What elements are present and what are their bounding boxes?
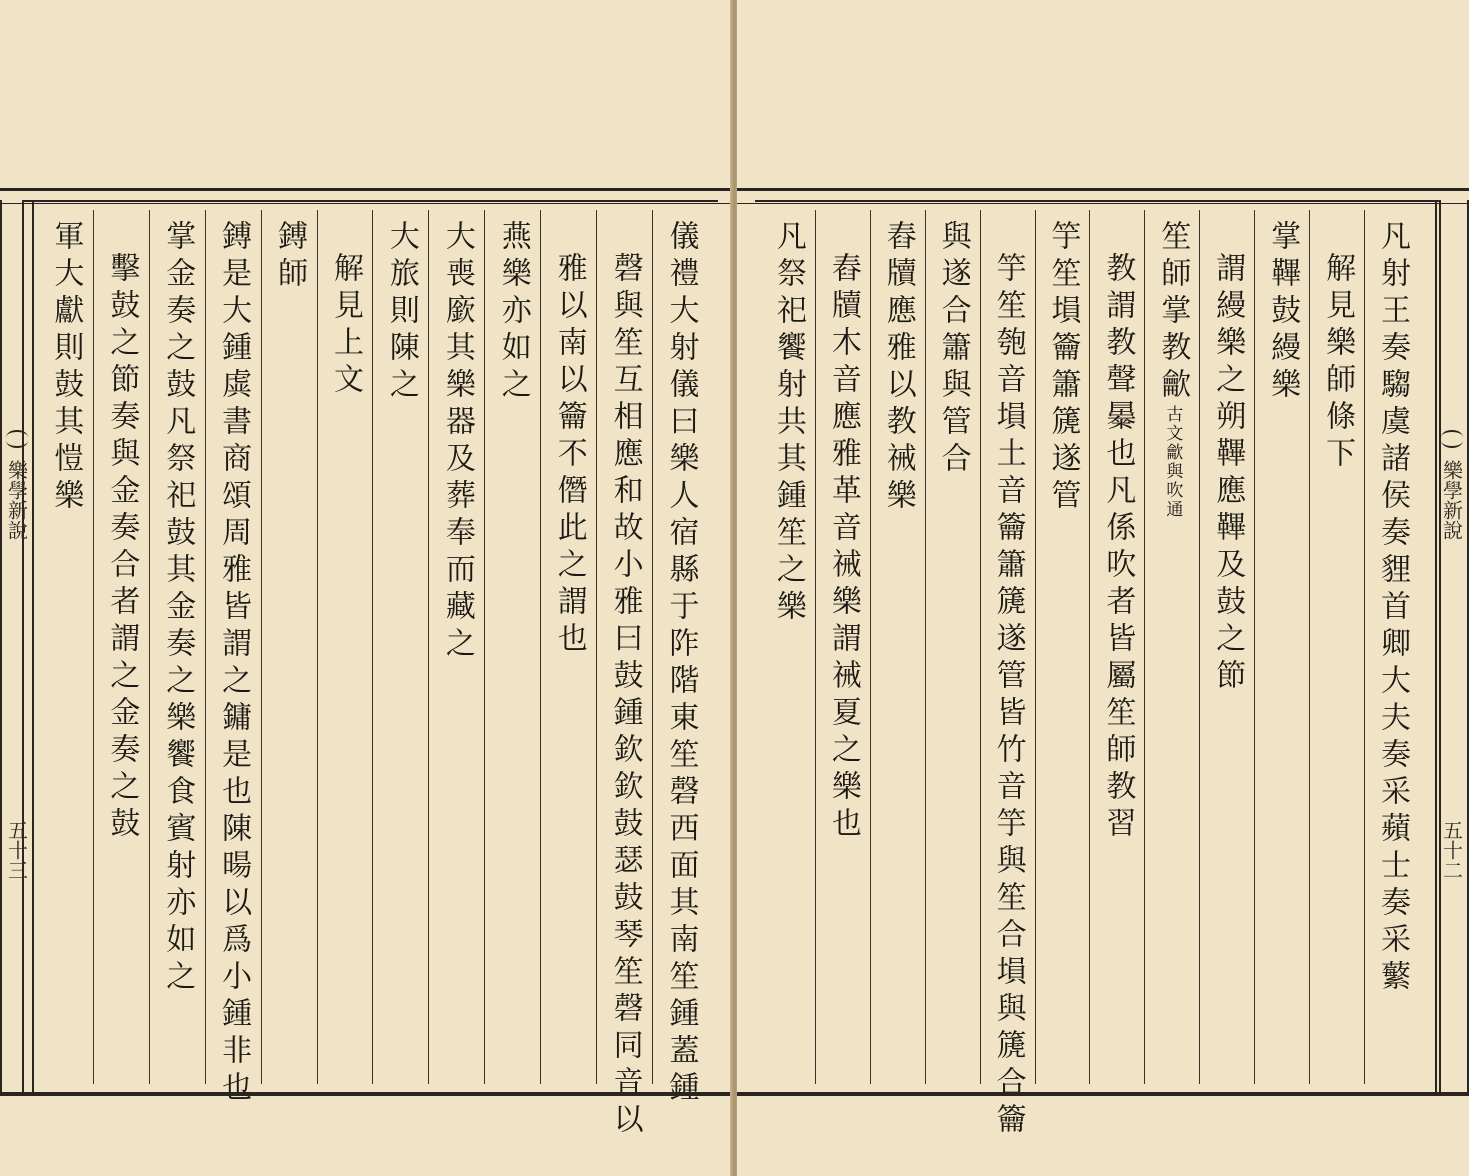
text-column: [372, 210, 428, 1084]
column-text: [1100, 252, 1136, 1084]
text-column: [652, 210, 708, 1108]
column-text: [216, 220, 252, 1108]
column-main-text: 鎛師: [272, 220, 308, 294]
text-column: [1199, 210, 1254, 1084]
column-text: [1155, 220, 1191, 1084]
column-main-text: 掌金奏之鼓凡祭祀鼓其金奏之樂饗食賓射亦如之: [160, 220, 196, 997]
column-main-text: 軍大獻則鼓其愷樂: [48, 220, 84, 516]
column-text: [383, 220, 419, 1084]
text-column: [149, 210, 205, 1084]
column-text: [825, 252, 861, 1084]
column-main-text: 儀禮大射儀曰樂人宿縣于阼階東笙磬西面其南笙鍾蓋鍾: [663, 220, 699, 1108]
column-text: [1375, 220, 1411, 1084]
column-main-text: 凡射王奏騶虞諸侯奏貍首卿大夫奏采蘋士奏采蘩: [1375, 220, 1411, 997]
column-text: [551, 252, 587, 1084]
text-column: [761, 210, 815, 1084]
text-column: [428, 210, 484, 1084]
left-page: [0, 0, 732, 1176]
column-text: [880, 220, 916, 1084]
column-text: [663, 220, 699, 1108]
column-text: [935, 220, 971, 1084]
column-text: [1210, 252, 1246, 1084]
fishtail-mark-icon: [6, 430, 28, 448]
fishtail-mark-icon: [1441, 430, 1463, 448]
column-text: [1320, 252, 1356, 1084]
bottom-border: [0, 1082, 732, 1096]
column-main-text: 大旅則陳之: [383, 220, 419, 405]
fold-column: [1435, 200, 1469, 1096]
column-main-text: 雅以南以籥不僭此之謂也: [551, 252, 587, 659]
right-page: [737, 0, 1469, 1176]
text-column: [870, 210, 925, 1084]
fold-title: 樂學新說: [4, 460, 29, 540]
text-column: [93, 210, 149, 1084]
column-main-text: 擊鼓之節奏與金奏合者謂之金奏之鼓: [104, 252, 140, 844]
column-text: [990, 252, 1026, 1140]
column-main-text: 舂牘木音應雅革音祴樂謂祴夏之樂也: [825, 252, 861, 844]
column-text: [48, 220, 84, 1084]
interlinear-gloss: 古文龡與吹通: [1162, 405, 1183, 519]
column-text: [328, 252, 363, 1084]
column-main-text: 凡祭祀饗射共其鍾笙之樂: [770, 220, 806, 627]
column-text: [160, 220, 196, 1084]
fold-title: 樂學新說: [1439, 460, 1464, 540]
fold-page-number: 五十三: [4, 820, 29, 880]
column-main-text: 謂縵樂之朔鞸應鞸及鼓之節: [1210, 252, 1246, 696]
column-main-text: 解見上文: [328, 252, 363, 400]
text-column: [261, 210, 317, 1084]
column-main-text: 大喪廞其樂器及葬奉而藏之: [439, 220, 475, 664]
column-main-text: 解見樂師條下: [1320, 252, 1356, 474]
column-text: [495, 220, 531, 1084]
column-main-text: 磬與笙互相應和故小雅曰鼓鍾欽欽鼓瑟鼓琴笙磬同音以: [607, 252, 643, 1140]
column-text: [770, 220, 806, 1084]
bottom-border: [737, 1082, 1469, 1096]
column-text: [272, 220, 308, 1084]
column-main-text: 與遂合簫與管合: [935, 220, 971, 479]
column-main-text: 竽笙塤籥簫篪遂管: [1045, 220, 1081, 516]
column-main-text: 竽笙匏音塤土音籥簫篪遂管皆竹音竽與笙合塤與篪合籥: [990, 252, 1026, 1140]
text-column: [317, 210, 373, 1084]
text-column: [1364, 210, 1419, 1084]
column-main-text: 舂牘應雅以教祴樂: [880, 220, 916, 516]
text-column: [980, 210, 1035, 1140]
text-column: [1035, 210, 1090, 1084]
column-main-text: 燕樂亦如之: [495, 220, 531, 405]
column-text: [1045, 220, 1081, 1084]
column-text: [439, 220, 475, 1084]
column-main-text: 教謂教聲㬥也凡係吹者皆屬笙師教習: [1100, 252, 1136, 844]
text-column: [38, 210, 93, 1084]
text-column: [1254, 210, 1309, 1084]
text-column: [205, 210, 261, 1108]
column-main-text: 鎛是大鍾虡書商頌周雅皆謂之鏞是也陳暘以爲小鍾非也: [216, 220, 252, 1108]
text-column: [484, 210, 540, 1084]
text-column: [815, 210, 870, 1084]
text-column: [1089, 210, 1144, 1084]
column-text: [104, 252, 140, 1084]
fold-column: [0, 200, 34, 1096]
fold-page-number: 五十二: [1439, 820, 1464, 880]
column-main-text: 掌鞸鼓縵樂: [1265, 220, 1301, 405]
column-text: [607, 252, 643, 1140]
text-column: [1144, 210, 1199, 1084]
text-column: [596, 210, 652, 1140]
column-main-text: 笙師掌教龡: [1155, 220, 1191, 405]
column-text: [1265, 220, 1301, 1084]
text-column: [540, 210, 596, 1084]
text-columns: [761, 210, 1419, 1140]
text-column: [1309, 210, 1364, 1084]
text-columns: [38, 210, 708, 1140]
text-column: [925, 210, 980, 1084]
